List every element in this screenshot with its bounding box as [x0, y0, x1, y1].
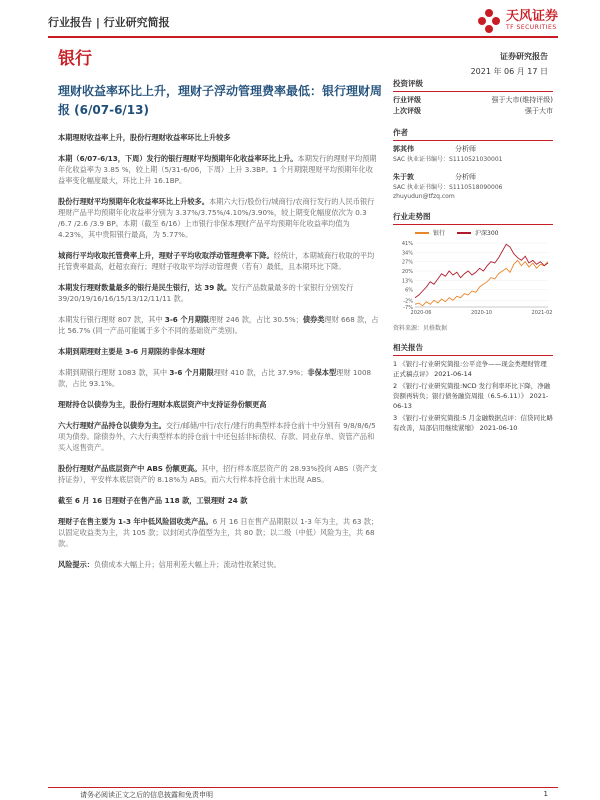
- analyst-email[interactable]: zhuyudun@tfzq.com: [393, 193, 455, 200]
- header-divider: [48, 36, 558, 38]
- y-tick-label: 13%: [401, 278, 413, 285]
- paragraph: 本期（6/07-6/13，下周）发行的银行理财平均预期年化收益率环比上升。本期发行的理财平均预期年化收益率为 3.85 %，较上期（5/31-6/06，下周）上升 3.3BP。1 个月期限理财平均预期年化收益率变化幅度最大，环比上升 16.1BP。: [58, 154, 377, 185]
- logo-chinese-name: 天风证券: [505, 9, 558, 24]
- y-tick-label: -2%: [403, 298, 413, 305]
- footer-divider: [48, 787, 558, 788]
- paragraph: 本期到期银行理财 1083 款，其中 3-6 个月期限理财 410 款，占比 37.9%；非保本型理财 1008 款，占比 93.1%。: [58, 368, 372, 388]
- analyst-card: 朱于敦 分析师 SAC 执业证书编号：S1110518090006 zhuyudun@tfzq.com: [393, 172, 553, 201]
- author-heading: 作者: [393, 127, 553, 141]
- risk-warning: 风险提示：负债成本大幅上升；信用利差大幅上升；流动性收紧过快。: [58, 560, 281, 569]
- legend-label-bank: 银行: [433, 230, 446, 237]
- industry-trend-chart: [393, 239, 553, 319]
- report-date: 2021 年 06 月 17 日: [470, 67, 548, 76]
- section-heading: 截至 6 月 16 日理财子在售产品 118 款，工银理财 24 款: [58, 496, 248, 505]
- chart-legend: [393, 228, 553, 237]
- y-tick-label: 34%: [401, 250, 413, 257]
- legend-swatch-bank: [415, 232, 429, 234]
- analyst-card: 郭其伟 分析师 SAC 执业证书编号：S1110521030001: [393, 145, 503, 163]
- industry-rating: 行业评级 强于大市(维持评级): [393, 96, 553, 104]
- trend-heading: 行业走势图: [393, 211, 553, 225]
- x-tick-label: 2020-06: [410, 310, 432, 316]
- previous-rating: 上次评级 强于大市: [393, 107, 553, 115]
- report-type: 证券研究报告: [500, 52, 548, 61]
- x-tick-label: 2021-02: [531, 310, 553, 316]
- paragraph: 股份行理财产品底层资产中 ABS 份额更高。其中，招行样本底层资产的 28.93%投向 ABS（资产支持证券），平安样本底层资产的 8.18%为 ABS。而六大行样本持仓前十未出现 ABS。: [58, 464, 378, 484]
- related-report-link[interactable]: 2 《银行-行业研究简报:NCD 发行利率环比下降，净融资额再转负；银行债务融资周报（6.5-6.11）》 2021-06-13: [393, 382, 551, 410]
- y-tick-label: 27%: [401, 259, 413, 266]
- chart-source: 资料来源：贝格数据: [393, 325, 448, 332]
- section-heading: 本期理财收益率上升，股份行理财收益率环比上升较多: [58, 133, 231, 142]
- document-type: 行业报告 | 行业研究简报: [48, 16, 170, 29]
- company-logo: [476, 8, 558, 34]
- paragraph: 六大行理财产品持仓以债券为主。交行/邮储/中行/农行/建行的典型样本持仓前十中分别有 9/8/8/6/5 项为债券。除债券外，六大行典型样本的持仓前十中还包括非标债权、存款、同业存单、资管产品和买入返售资产。: [58, 421, 376, 452]
- y-tick-label: -7%: [403, 305, 413, 311]
- legend-label-index: 沪深300: [475, 230, 499, 237]
- industry-name: 银行: [58, 49, 92, 69]
- report-body: [58, 132, 380, 580]
- paragraph: 本期发行银行理财 807 款，其中 3-6 个月期限理财 246 款，占比 30.5%；债券类理财 668 款，占比 56.7% (同一产品可能属于多个不同的基础资产类别)。: [58, 315, 379, 335]
- related-report-link[interactable]: 1 《银行-行业研究简报:公平竞争——现金类理财管理正式稿点评》 2021-06-14: [393, 360, 547, 378]
- logo-emblem-icon: [476, 8, 502, 34]
- related-heading: 相关报告: [393, 342, 553, 356]
- page-number: 1: [543, 790, 548, 798]
- related-report-link[interactable]: 3 《银行-行业研究简报:5 月金融数据点评：信贷同比略有改善，局部信用继续紧缩》 2021-06-10: [393, 414, 553, 432]
- sidebar: [393, 78, 553, 435]
- footer-disclaimer: 请务必阅读正文之后的信息披露和免责申明: [80, 791, 213, 799]
- rating-heading: 投资评级: [393, 78, 553, 92]
- y-tick-label: 41%: [401, 241, 413, 247]
- paragraph: 理财子在售主要为 1-3 年中低风险固收类产品。6 月 16 日在售产品期限以 1-3 年为主，共 63 款；以固定收益类为主，共 105 款；以封闭式净值型为主，共 80 款；以二级（中低）风险为主，共 68 款。: [58, 517, 379, 548]
- section-heading: 本期到期理财主要是 3-6 月期限的非保本理财: [58, 347, 206, 356]
- paragraph: 本期发行理财数量最多的银行是民生银行，达 39 款。发行产品数量最多的十家银行分别发行 39/20/19/16/16/15/13/12/11/11 款。: [58, 283, 354, 303]
- x-tick-label: 2020-10: [471, 310, 492, 316]
- section-heading: 理财持仓以债券为主，股份行理财本底层资产中支持证券份额更高: [58, 400, 267, 409]
- paragraph: 城商行平均收取托管费率上升，理财子平均收取浮动管理费率下降。经统计，本期城商行收取的平均托管费率最高，赶超农商行；理财子收取平均浮动管理费（若有）最低，且本期环比下降。: [58, 251, 375, 271]
- y-tick-label: 20%: [401, 269, 413, 275]
- logo-english-name: TF SECURITIES: [505, 24, 557, 31]
- legend-swatch-index: [457, 232, 471, 234]
- page-header: [48, 8, 558, 38]
- report-title: 理财收益率环比上升，理财子浮动管理费率最低：银行理财周报 (6/07-6/13): [58, 84, 383, 117]
- paragraph: 股份行理财平均预期年化收益率环比上升较多。本期六大行/股份行/城商行/农商行发行的人民币银行理财产品平均预期年化收益率分别为 3.37%/3.75%/4.10%/3.90%，较上期变化幅度依次为 0.3 /6.7 /2.6 /3.9 BP。本期（截至 6/16）上市银行非保本理财产品平均预期年化收益率均值为 4.23%，其中贵阳银行最高，为 5.77%。: [58, 197, 375, 239]
- y-tick-label: 6%: [405, 287, 413, 294]
